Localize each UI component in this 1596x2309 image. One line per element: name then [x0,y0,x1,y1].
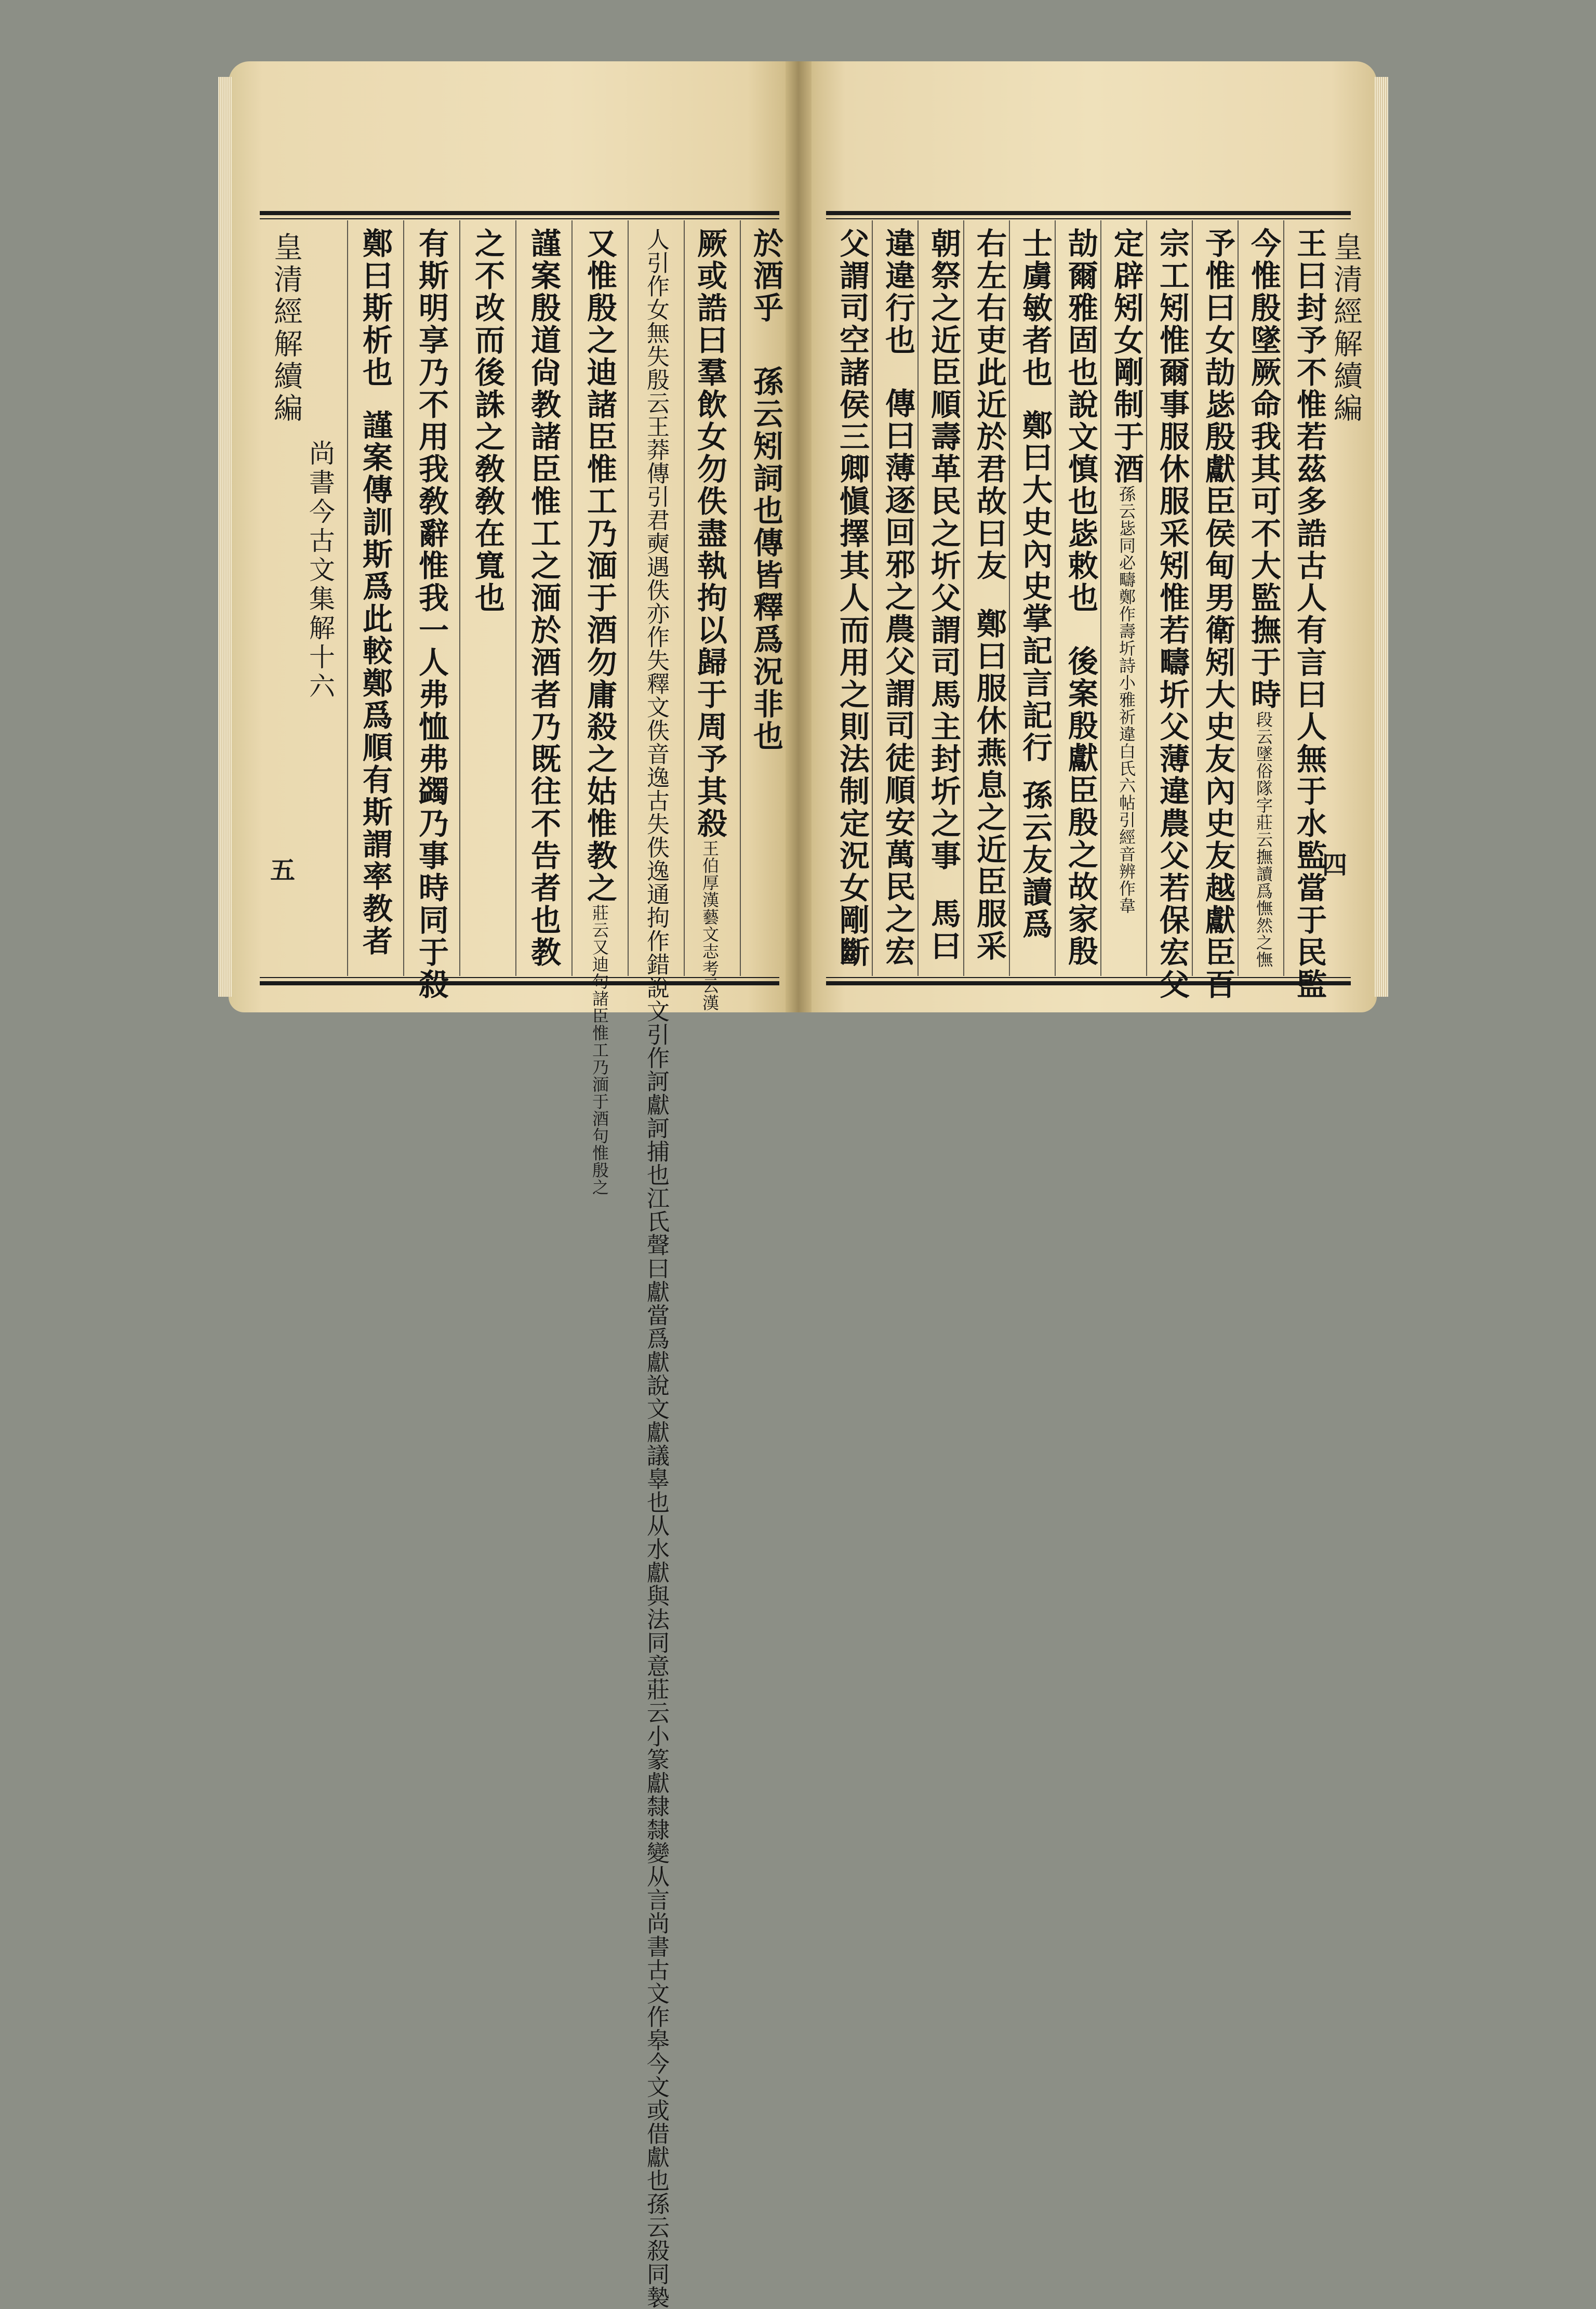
text-column: 右左右吏此近於君故曰友鄭曰服休燕息之近臣服采 [972,228,1007,962]
frame-bottom-rule [826,981,1351,985]
annotation-column: 人引作女無失殷云王莽傳引君奭遇佚亦作失釋文佚音逸古失佚逸通拘作錯說文引作訶獻訶捕也江氏聲曰獻當爲獻說文獻議辠也从水獻與法同意莊云小篆獻隸隸變从言尚書古文作皋今文或借獻也孫云殺同褺 [643,228,669,2309]
column-divider [740,220,741,976]
left-text-frame [260,211,783,2309]
frame-top-rule [826,211,1351,215]
page-number: 五 [270,856,296,885]
text-column: 劼爾雅固也說文慎也毖敕也後案殷獻臣殷之故家殷 [1063,228,1098,968]
text-column: 謹案殷道尙教諸臣惟工之湎於酒者乃既往不告者也教 [526,228,561,969]
text-column: 王曰封予不惟若茲多誥古人有言曰人無于水監當于民監 [1292,228,1327,1001]
text-column: 之不改而後誅之敎敎在寬也 [470,228,505,614]
margin-subtitle: 尚書今古文集解十六 [305,440,335,702]
column-divider [403,220,404,976]
text-column: 於酒乎孫云矧詞也傳皆釋爲況非也 [748,228,783,753]
margin-title: 皇清經解續編 [1329,232,1363,425]
right-page-edge [1375,77,1388,997]
frame-top-rule [260,211,779,215]
column-divider [571,220,573,976]
text-column: 有斯明享乃不用我敎辭惟我一人弗恤弗蠲乃事時同于殺 [414,228,449,1001]
column-divider [515,220,516,976]
text-column: 朝祭之近臣順壽革民之圻父謂司馬主封圻之事馬曰 [926,228,961,962]
text-column: 鄭曰斯析也謹案傳訓斯爲此較鄭爲順有斯謂率教者 [357,228,393,957]
column-divider [684,220,685,976]
book-gutter [786,61,812,1012]
open-book [229,61,1377,2309]
text-column: 今惟殷墜厥命我其可不大監撫于時段云墜俗隊字莊云撫讀爲憮然之憮 [1246,228,1281,968]
text-column: 士虜敏者也鄭曰大史內史掌記言記行孫云友讀爲 [1017,228,1053,941]
text-column: 宗工矧惟爾事服休服采矧惟若疇圻父薄違農父若保宏父 [1154,228,1190,1001]
frame-top-thin-rule [826,218,1351,219]
column-divider [628,220,629,976]
text-column: 父謂司空諸侯三卿愼擇其人而用之則法制定況女剛斷 [834,228,870,969]
column-divider [459,220,460,976]
margin-title: 皇清經解續編 [269,232,303,425]
left-page-edge [218,77,232,997]
page-number: 四 [1322,851,1348,880]
text-column: 厥或誥曰羣飲女勿佚盡執拘以歸于周予其殺王伯厚漢藝文志考云漢 [692,228,727,1011]
text-column: 又惟殷之迪諸臣惟工乃湎于酒勿庸殺之姑惟教之莊云又迪句諸臣惟工乃湎于酒句惟殷之 [582,228,617,1196]
text-column: 違違行也傳曰薄逐回邪之農父謂司徒順安萬民之宏 [880,228,915,968]
text-column: 予惟曰女劼毖殷獻臣侯甸男衛矧大史友內史友越獻臣百 [1200,228,1235,1001]
text-column: 定辟矧女剛制于酒孫云毖同必疇鄭作壽圻詩小雅祈違白氏六帖引經音辨作韋 [1109,228,1144,914]
frame-top-thin-rule [260,218,779,219]
right-text-frame [826,211,1363,1001]
column-divider [347,220,348,976]
frame-bottom-thin-rule [826,977,1351,978]
